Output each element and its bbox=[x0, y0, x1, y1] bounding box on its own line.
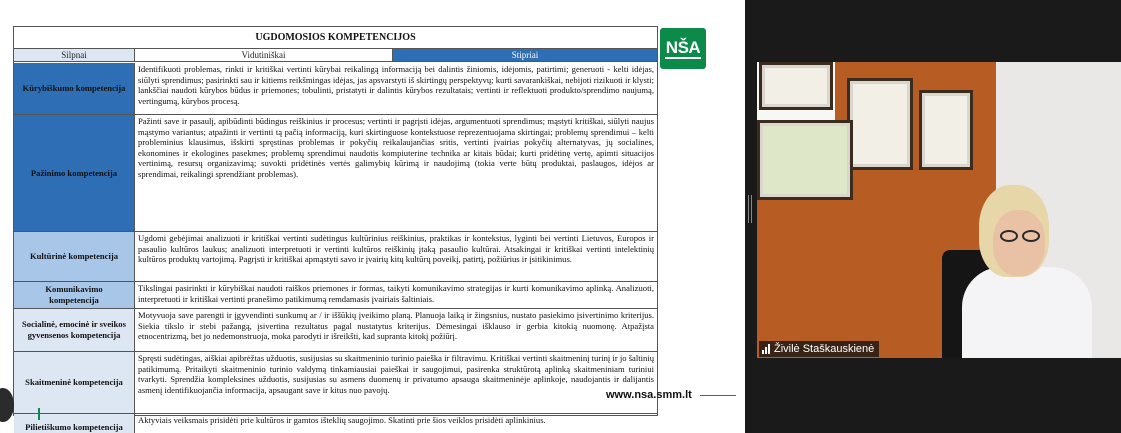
competency-name: Socialinė, emocinė ir sveikos gyvensenos kompetencija bbox=[14, 309, 135, 351]
competency-name: Komunikavimo kompetencija bbox=[14, 282, 135, 308]
competency-row bbox=[14, 414, 657, 433]
competency-description: Pažinti save ir pasaulį, apibūdinti būdingus reiškinius ir procesus; vertinti ir pagrįsti idėjas, argumentuoti sprendimus; mąstyti kritiškai, siūlyti naujus mąstymo variantus; atpažinti ir vertinti tą pačią informaciją, kuri skirtinguose kontekstuose reprezentuojama skirtingai; problemų sprendimui – kelti probleminius klausimus, išskirti spręstinas problemas ir pokyčių reikalaujančias sritis, vertinti įvairias pokyčių alternatyvas, jų socialines, ekonomines ir ekologines pasekmes; problemų sprendimui naudotis kompiuterine technika ar kitais būdai; kurti pridėtinę vertę, apimti situacijos vertinimą, resursų organizavimą; suvokti pridėtinės vertės galimybių kūrimą ir naudojimą (tokia verte būtų produktai, paslaugos, idėjos ar sprendimai, reikalingi sprendžiant problemas). bbox=[138, 116, 654, 179]
competency-description: Spręsti sudėtingas, aiškiai apibrėžtas užduotis, susijusias su skaitmeninio turinio paieška ir filtravimu. Kritiškai vertinti skaitmeninį turinį ir jo šaltinių patikimumą. Pritaikyti skaitmeninio turinio valdymą tinkamiausiai paieškai ir saugojimui, pasirenka struktūrotą aplinką skaitmeniniam turiniui tvarkyti. Sprendžia kompleksines užduotis, susijusias su asmens duomenų ir privatumo apsauga skaitmeninėje aplinkoje, naudojantis ir dalijantis asmenį identifikuojančia informacija, apsaugant save ir kitus nuo pavojų. bbox=[138, 353, 654, 395]
competency-name: Skaitmeninė kompetencija bbox=[14, 352, 135, 413]
competency-description: Ugdomi gebėjimai analizuoti ir kritiškai vertinti sudėtingus kultūrinius reiškinius, praktikas ir kontekstus, lyginti bei vertinti Lietuvos, Europos ir pasaulio kultūros laukus; analizuoti interpretuoti ir vertinti kultūros reiškinių įtaką pasaulio kultūrai. Atsakingai ir kritiškai vertinti intelektinių kultūros produktų vartojimą. Pagrįsti ir kritiškai apmąstyti savo ir įvairių kitų kultūrų poveikį, patirtį, požiūrius ir įsitikinimus. bbox=[138, 233, 654, 265]
competencies-table bbox=[13, 26, 658, 432]
wall-frame bbox=[759, 62, 833, 110]
person-body bbox=[962, 267, 1092, 358]
level-header-row bbox=[14, 49, 657, 62]
presenter-control-button[interactable] bbox=[0, 388, 14, 422]
panel-resize-handle[interactable] bbox=[748, 195, 754, 223]
competency-row bbox=[14, 352, 657, 414]
competency-row bbox=[14, 63, 657, 115]
logo-text: NŠA bbox=[665, 37, 701, 57]
wall-frame bbox=[757, 120, 853, 200]
level-mid-label: Vidutiniškai bbox=[135, 49, 393, 61]
nsa-logo bbox=[660, 28, 706, 69]
participant-name-tag bbox=[759, 341, 879, 357]
wall-frame bbox=[919, 90, 973, 170]
website-url: www.nsa.smm.lt bbox=[606, 389, 692, 401]
table-title: UGDOMOSIOS KOMPETENCIJOS bbox=[14, 27, 657, 49]
competency-row bbox=[14, 115, 657, 232]
person-face bbox=[993, 210, 1045, 276]
competency-row bbox=[14, 309, 657, 352]
competency-description: Motyvuoja save parengti ir įgyvendinti sunkumų ar / ir iššūkių įveikimo planą. Planuoja laiką ir žingsnius, nustato pasiekimo įsivertinimo kriterijus. Siekia tikslo ir stebi pažangą, įsivertina rezultatus pagal nustatytus kriterijus. Dėmesingai išklauso ir gerbia kitokią nuomonę. Atpažįsta etnocentrizmą, bet jo nedemonstruoja, moka parodyti ir išreikšti, kad supranta kitokį požiūrį. bbox=[138, 310, 654, 342]
competency-description: Tikslingai pasirinkti ir kūrybiškai naudoti raiškos priemones ir formas, taikyti komunikavimo strategijas ir kurti komunikavimo aplinką. Analizuoti, interpretuoti ir kritiškai vertinti pranešimo patikimumą remdamasis įvairiais šaltiniais. bbox=[138, 283, 654, 304]
competency-row bbox=[14, 232, 657, 282]
participant-video[interactable] bbox=[757, 62, 1121, 358]
glasses bbox=[1000, 230, 1044, 242]
competency-name: Kūrybiškumo kompetencija bbox=[14, 63, 135, 114]
footer-divider bbox=[700, 395, 736, 396]
competency-name: Pilietiškumo kompetencija bbox=[14, 414, 135, 433]
wall-frame bbox=[847, 78, 913, 170]
competency-name: Pažinimo kompetencija bbox=[14, 115, 135, 231]
participant-name: Živilė Staškauskienė bbox=[774, 343, 875, 355]
signal-bars-icon bbox=[762, 344, 770, 354]
level-weak-label: Silpnai bbox=[14, 49, 135, 61]
level-strong-label: Stipriai bbox=[393, 49, 657, 61]
competency-row bbox=[14, 282, 657, 309]
competency-description: Identifikuoti problemas, rinkti ir kritiškai vertinti kūrybai reikalingą informaciją bei dalintis žiniomis, idėjomis, patirtimi; generuoti - kelti idėjas, siūlyti sprendimus; pasirinkti sau ir kitiems reikšmingas idėjas, jas apsvarstyti iš skirtingų perspektyvų; kurti savarankiškai, nebijoti rizikuoti ir klysti; lankščiai naudoti kūrybos būdus ir priemones; tobulinti, pristatyti ir dalintis kūrybos rezultatais; vertinti ir reflektuoti produkto/sprendimo naujumą, vertingumą, kūrybos procesą. bbox=[138, 64, 654, 106]
competency-description: Aktyviais veiksmais prisidėti prie kultūros ir gamtos išteklių saugojimo. Skatinti prie šios veiklos prisidėti aplinkinius. bbox=[138, 415, 546, 425]
competency-name: Kultūrinė kompetencija bbox=[14, 232, 135, 281]
slide-accent-mark bbox=[38, 408, 40, 420]
